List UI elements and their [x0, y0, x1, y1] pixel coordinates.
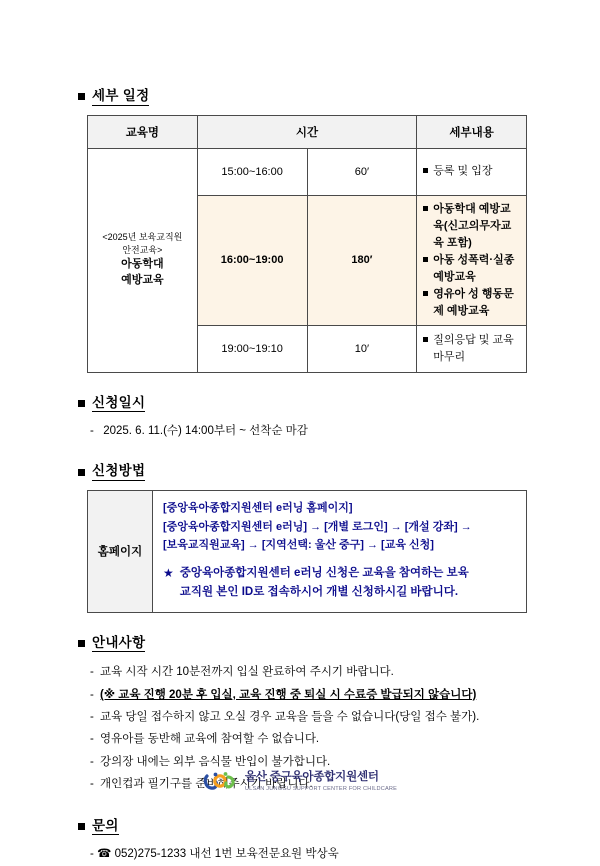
section-contact	[78, 818, 526, 866]
apply-date-text: 2025. 6. 11.(수) 14:00부터 ~ 선착순 마감	[103, 425, 308, 438]
detail-text: 영유아 성 행동문제 예방교육	[433, 287, 514, 317]
detail-text: 등록 및 입장	[433, 164, 493, 177]
apply-note-line2: 교직원 본인 ID로 접속하시어 개별 신청하시길 바랍니다.	[179, 585, 459, 598]
detail-item	[423, 201, 520, 252]
notice-text: 교육 시작 시간 10분전까지 입실 완료하여 주시기 바랍니다.	[100, 666, 394, 679]
course-name-cell	[88, 148, 198, 372]
apply-method-body	[153, 491, 527, 613]
row3-minutes: 10′	[307, 325, 417, 372]
apply-note-text	[180, 564, 469, 602]
square-bullet-icon	[423, 168, 428, 173]
square-bullet-icon	[78, 400, 85, 407]
section-header-apply-method	[78, 463, 526, 481]
list-item	[90, 661, 526, 683]
phone-icon: ☎	[97, 848, 112, 861]
row3-time: 19:00~19:10	[197, 325, 307, 372]
section-apply-method	[78, 463, 526, 612]
row1-minutes: 60′	[307, 148, 417, 195]
dash-marker: -	[90, 755, 94, 768]
table-row	[88, 148, 527, 195]
section-title-contact: 문의	[92, 818, 119, 836]
row2-time: 16:00~19:00	[197, 195, 307, 325]
apply-note	[163, 564, 516, 602]
square-bullet-icon	[78, 469, 85, 476]
section-title-notice: 안내사항	[92, 635, 145, 653]
row2-detail	[417, 195, 527, 325]
apply-path-line3: [보육교직원교육] → [지역선택: 울산 중구] → [교육 신청]	[163, 539, 434, 552]
detail-item	[423, 163, 520, 180]
section-title-schedule: 세부 일정	[92, 88, 149, 106]
list-item	[90, 728, 526, 750]
section-header-apply-date	[78, 395, 526, 413]
center-logo-icon	[203, 770, 237, 794]
notice-text: 강의장 내에는 외부 음식물 반입이 불가합니다.	[100, 755, 331, 768]
section-header-contact	[78, 818, 526, 836]
apply-method-table	[87, 490, 527, 613]
contact-text: 052)275-1233 내선 1번 보육전문요원 박상욱	[114, 848, 339, 861]
detail-item	[423, 286, 520, 320]
section-title-apply-date: 신청일시	[92, 395, 145, 413]
row1-time: 15:00~16:00	[197, 148, 307, 195]
square-bullet-icon	[423, 337, 428, 342]
apply-note-line1: 중앙육아종합지원센터 e러닝 신청은 교육을 참여하는 보육	[179, 567, 469, 580]
apply-date-text-row	[90, 421, 526, 441]
row3-detail	[417, 325, 527, 372]
dash-marker: -	[90, 778, 94, 791]
list-item	[90, 684, 526, 706]
square-bullet-icon	[78, 823, 85, 830]
dash-marker: -	[90, 848, 94, 861]
dash-marker: -	[90, 666, 94, 679]
notice-text: (※ 교육 진행 20분 후 입실, 교육 진행 중 퇴실 시 수료증 발급되지 않습니다)	[100, 688, 477, 701]
logo-name-en: ULSAN JUNGGU SUPPORT CENTER FOR CHILDCARE	[244, 786, 398, 793]
detail-item	[423, 252, 520, 286]
dash-marker: -	[90, 711, 94, 724]
star-icon: ★	[163, 566, 174, 581]
square-bullet-icon	[423, 206, 428, 211]
notice-text: 영유아를 동반해 교육에 참여할 수 없습니다.	[100, 733, 320, 746]
notice-text: 개인컵과 필기구를 준비해주시기 바랍니다.	[100, 778, 313, 791]
dash-marker: -	[90, 733, 94, 746]
row2-minutes: 180′	[307, 195, 417, 325]
table-row	[88, 491, 527, 613]
course-name-line1: <2025년 보육교직원	[102, 232, 183, 243]
detail-text: 아동학대 예방교육(신고의무자교육 포함)	[433, 202, 512, 249]
detail-text: 질의응답 및 교육 마무리	[433, 333, 514, 363]
notice-text: 교육 당일 접수하지 않고 오실 경우 교육을 들을 수 없습니다(당일 접수 불가).	[100, 711, 480, 724]
logo-name-kr: 울산 중구육아종합지원센터	[244, 771, 379, 784]
dash-marker: -	[90, 688, 94, 701]
footer-logo	[0, 770, 600, 794]
detail-item	[423, 332, 520, 366]
square-bullet-icon	[423, 257, 428, 262]
document-content	[78, 88, 526, 866]
col-header-course: 교육명	[88, 115, 198, 148]
detail-text: 아동 성폭력·실종 예방교육	[433, 253, 515, 283]
col-header-detail: 세부내용	[417, 115, 527, 148]
course-name-line4: 예방교육	[121, 274, 164, 287]
square-bullet-icon	[78, 640, 85, 647]
square-bullet-icon	[78, 93, 85, 100]
dash-marker: -	[90, 425, 94, 438]
schedule-table	[87, 115, 527, 373]
section-apply-date	[78, 395, 526, 442]
section-header-schedule	[78, 88, 526, 106]
col-header-time: 시간	[197, 115, 417, 148]
apply-path-line1: [중앙육아종합지원센터 e러닝 홈페이지]	[163, 502, 353, 514]
section-title-apply-method: 신청방법	[92, 463, 145, 481]
row1-detail	[417, 148, 527, 195]
apply-method-label: 홈페이지	[88, 491, 153, 613]
logo-text	[245, 771, 397, 793]
apply-path-line2: [중앙육아종합지원센터 e러닝] → [개별 로그인] → [개설 강좌] →	[163, 520, 472, 533]
course-name-line2: 안전교육>	[122, 245, 163, 256]
square-bullet-icon	[423, 291, 428, 296]
course-name-line3: 아동학대	[121, 258, 164, 271]
section-header-notice	[78, 635, 526, 653]
table-header-row	[88, 115, 527, 148]
list-item	[90, 706, 526, 728]
